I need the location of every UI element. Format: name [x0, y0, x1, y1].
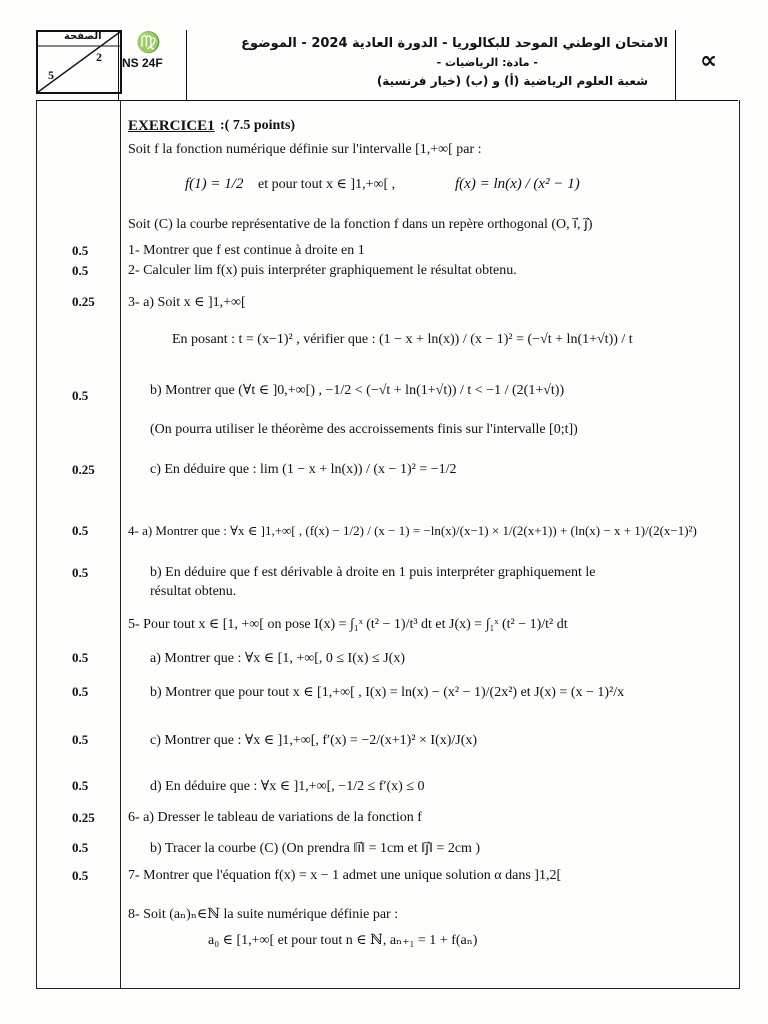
question-5d: d) En déduire que : ∀x ∈ ]1,+∞[, −1/2 ≤ f′(x) ≤ 0	[150, 779, 425, 794]
logo-glyph: ♍	[136, 32, 161, 54]
question-3b: b) Montrer que (∀t ∈ ]0,+∞[) , −1/2 < (−√t + ln(1+√t)) / t < −1 / (2(1+√t))	[150, 383, 565, 398]
mark-q3a: 0.25	[72, 294, 95, 309]
question-4a: 4- a) Montrer que : ∀x ∈ ]1,+∞[ , (f(x) − 1/2) / (x − 1) = −ln(x)/(x−1) × 1/(2(x+1)) + (ln(x) − x + 1)/(2(x−1)²)	[128, 523, 697, 538]
mark-q4a: 0.5	[72, 523, 89, 538]
question-8-def: a₀ ∈ [1,+∞[ et pour tout n ∈ ℕ, aₙ₊₁ = 1 + f(aₙ)	[208, 933, 478, 948]
def-mid: et pour tout x ∈ ]1,+∞[ ,	[258, 177, 396, 192]
header-divider	[118, 30, 119, 100]
logo-mark: ∝	[700, 46, 718, 74]
question-4b-cont: résultat obtenu.	[150, 584, 237, 599]
header-divider	[675, 30, 676, 100]
def-f1: f(1) = 1/2	[185, 176, 244, 192]
page-number: 2	[96, 50, 102, 64]
marks-column-divider	[120, 100, 121, 988]
question-6b: b) Tracer la courbe (C) (On prendra ‖i⃗‖ = 1cm et ‖j⃗‖ = 2cm )	[150, 841, 481, 856]
question-3c: c) En déduire que : lim (1 − x + ln(x)) / (x − 1)² = −1/2	[150, 462, 457, 477]
mark-q4b: 0.5	[72, 565, 89, 580]
def-f2: f(x) = ln(x) / (x² − 1)	[455, 176, 580, 192]
mark-q3c: 0.25	[72, 462, 95, 477]
question-5: 5- Pour tout x ∈ [1, +∞[ on pose I(x) = ∫₁ˣ (t² − 1)/t³ dt et J(x) = ∫₁ˣ (t² − 1)/t² dt	[128, 617, 568, 632]
exercise-title: EXERCICE1	[128, 118, 215, 134]
exam-code: NS 24F	[122, 56, 163, 70]
question-5a: a) Montrer que : ∀x ∈ [1, +∞[, 0 ≤ I(x) ≤ J(x)	[150, 651, 405, 666]
question-4b: b) En déduire que f est dérivable à droite en 1 puis interpréter graphiquement le	[150, 565, 596, 580]
mark-q5d: 0.5	[72, 778, 89, 793]
page-label: الصفحة	[64, 31, 102, 42]
mark-q6b: 0.5	[72, 840, 89, 855]
mark-q5c: 0.5	[72, 732, 89, 747]
exercise-points: :( 7.5 points)	[220, 118, 296, 133]
question-8: 8- Soit (aₙ)ₙ∈ℕ la suite numérique définie par :	[128, 907, 399, 922]
page-total: 5	[48, 68, 54, 82]
header-divider	[186, 30, 187, 100]
exam-subject: - مادة: الرياضيات -	[436, 56, 538, 69]
mark-q2: 0.5	[72, 263, 89, 278]
question-5c: c) Montrer que : ∀x ∈ ]1,+∞[, f′(x) = −2/(x+1)² × I(x)/J(x)	[150, 733, 478, 748]
question-2: 2- Calculer lim f(x) puis interpréter graphiquement le résultat obtenu.	[128, 263, 517, 278]
mark-q7: 0.5	[72, 868, 89, 883]
mark-q5a: 0.5	[72, 650, 89, 665]
exercise-intro: Soit f la fonction numérique définie sur l'intervalle [1,+∞[ par :	[128, 142, 482, 157]
mark-q1: 0.5	[72, 243, 89, 258]
mark-q5b: 0.5	[72, 684, 89, 699]
mark-q6a: 0.25	[72, 810, 95, 825]
question-6a: 6- a) Dresser le tableau de variations de la fonction f	[128, 810, 422, 825]
question-3a-verify: En posant : t = (x−1)² , vérifier que : (1 − x + ln(x)) / (x − 1)² = (−√t + ln(1+√t)) / t	[172, 332, 633, 347]
question-1: 1- Montrer que f est continue à droite en 1	[128, 243, 365, 258]
question-3b-hint: (On pourra utiliser le théorème des accroissements finis sur l'intervalle [0;t])	[150, 422, 578, 437]
exam-title: الامتحان الوطني الموحد للبكالوريا - الدورة العادية 2024 - الموضوع	[241, 36, 668, 51]
exam-track: شعبة العلوم الرياضية (أ) و (ب) (خيار فرنسية)	[376, 74, 648, 88]
mark-q3b: 0.5	[72, 388, 89, 403]
curve-definition: Soit (C) la courbe représentative de la fonction f dans un repère orthogonal (O, i⃗, j⃗)	[128, 217, 593, 232]
question-5b: b) Montrer que pour tout x ∈ [1,+∞[ , I(x) = ln(x) − (x² − 1)/(2x²) et J(x) = (x − 1)²/x	[150, 685, 625, 700]
page-number-box	[36, 30, 122, 94]
question-3a: 3- a) Soit x ∈ ]1,+∞[	[128, 295, 246, 310]
question-7: 7- Montrer que l'équation f(x) = x − 1 admet une unique solution α dans ]1,2[	[128, 868, 562, 883]
